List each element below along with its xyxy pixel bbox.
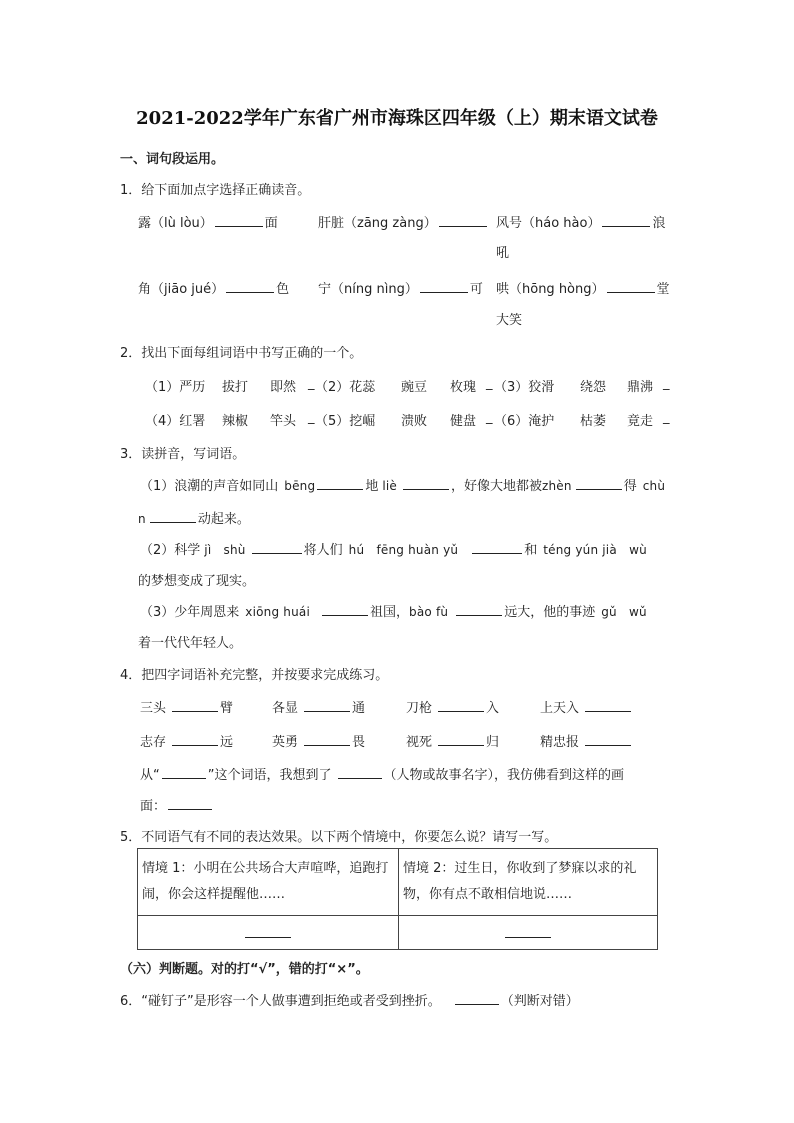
- q4-text: 刀枪: [406, 701, 433, 716]
- q4-idiom: [540, 731, 633, 750]
- q6-text: （判断对错）: [500, 994, 579, 1009]
- q1-item: [138, 278, 289, 297]
- q4-text: 各显: [272, 701, 299, 716]
- answer-blank[interactable]: [304, 731, 350, 746]
- q3-pinyin: gǔ wǔ: [601, 605, 647, 619]
- q1-item-text: 角（jiāo jué）: [138, 282, 225, 297]
- q3-line-2: [138, 508, 250, 527]
- q4-text: 畏: [352, 735, 366, 750]
- q3-pinyin: n: [138, 512, 146, 526]
- answer-blank[interactable]: [322, 601, 368, 616]
- answer-blank[interactable]: _: [663, 376, 670, 391]
- answer-blank[interactable]: [585, 731, 631, 746]
- q4-idiom: [272, 697, 365, 716]
- q4-line-4: [140, 795, 214, 814]
- q1-item: [318, 212, 489, 231]
- answer-blank[interactable]: [245, 923, 291, 938]
- q3-line-6: 着一代代年轻人。: [138, 636, 243, 651]
- q3-text: 将人们: [303, 543, 343, 558]
- q4-text: 入: [486, 701, 500, 716]
- q4-text: 通: [352, 701, 366, 716]
- q4-text: 视死: [406, 735, 433, 750]
- q1-item-text: 浪: [652, 216, 666, 231]
- answer-blank[interactable]: [576, 475, 622, 490]
- q3-text: 地: [365, 479, 379, 494]
- q2-word: 溃败: [401, 414, 428, 429]
- q4-idiom: [140, 697, 233, 716]
- q3-stem: 3．读拼音，写词语。: [120, 447, 246, 462]
- q3-text: （2）科学: [140, 543, 201, 558]
- q4-text: （人物或故事名字），我仿佛看到这样的画: [383, 768, 625, 783]
- q3-text: 动起来。: [197, 512, 250, 527]
- q2-word: 枚瑰: [450, 380, 477, 395]
- q4-idiom: [406, 731, 499, 750]
- section-heading-1: 一、词句段运用。: [120, 152, 225, 167]
- answer-blank[interactable]: _: [663, 410, 670, 425]
- scenario-2-answer: [399, 916, 658, 950]
- q6-text: 6．“碰钉子”是形容一个人做事遭到拒绝或者受到挫折。: [120, 994, 441, 1009]
- q4-text: 面：: [140, 799, 167, 814]
- q3-text: （1）浪潮的声音如同山: [140, 479, 279, 494]
- q3-line-4: 的梦想变成了现实。: [138, 574, 256, 589]
- answer-blank[interactable]: [455, 990, 499, 1005]
- q2-word: 竿头: [270, 414, 297, 429]
- q4-text: 三头: [140, 701, 167, 716]
- q3-text: 远大，他的事迹: [504, 605, 596, 620]
- q4-line-3: [140, 764, 624, 783]
- q1-stem: 1．给下面加点字选择正确读音。: [120, 183, 311, 198]
- q1-item: [138, 212, 278, 231]
- answer-blank[interactable]: [172, 731, 218, 746]
- q2-word: 辣椒: [222, 414, 249, 429]
- q2-word: 枯萎: [580, 414, 607, 429]
- answer-blank[interactable]: [252, 539, 302, 554]
- q1-item: [318, 278, 483, 297]
- q1-item-text: 宁（níng nìng）: [318, 282, 418, 297]
- q1-item-text: 肝脏（zāng zàng）: [318, 216, 437, 231]
- answer-blank[interactable]: [607, 278, 655, 293]
- q2-word: （4）红署: [145, 414, 206, 429]
- q2-word: 健盘: [450, 414, 477, 429]
- q3-pinyin: bēng: [284, 479, 316, 493]
- q4-text: 归: [486, 735, 500, 750]
- answer-blank[interactable]: [420, 278, 468, 293]
- q1-item-text: 露（lù lòu）: [138, 216, 213, 231]
- q4-idiom: [140, 731, 233, 750]
- answer-blank[interactable]: [168, 795, 212, 810]
- q4-stem: 4．把四字词语补充完整，并按要求完成练习。: [120, 668, 389, 683]
- answer-blank[interactable]: [438, 731, 484, 746]
- q2-word: （3）狡滑: [494, 380, 555, 395]
- scenario-2-cell: 情境 2：过生日，你收到了梦寐以求的礼物，你有点不敢相信地说……: [399, 849, 658, 916]
- q2-word: 鼎沸: [627, 380, 654, 395]
- q1-item-text: 哄（hōng hòng）: [496, 282, 605, 297]
- answer-blank[interactable]: [403, 475, 449, 490]
- answer-blank[interactable]: [602, 212, 650, 227]
- q4-text: 精忠报: [540, 735, 580, 750]
- q4-text: 远: [220, 735, 234, 750]
- answer-blank[interactable]: _: [486, 410, 493, 425]
- answer-blank[interactable]: [172, 697, 218, 712]
- q3-text: （3）少年周恩来: [140, 605, 240, 620]
- q3-text: 得: [623, 479, 637, 494]
- q4-idiom: [540, 697, 633, 716]
- q3-pinyin: hú fēng huàn yǔ: [348, 543, 459, 557]
- q2-word: （5）挖崛: [315, 414, 376, 429]
- q6-line: [120, 990, 579, 1009]
- q3-pinyin: xiōng huái: [245, 605, 310, 619]
- answer-blank[interactable]: [438, 697, 484, 712]
- q3-pinyin: zhèn: [542, 479, 572, 493]
- q1-item-text: 风号（háo hào）: [496, 216, 601, 231]
- q2-word: 即然: [270, 380, 297, 395]
- section-heading-6: （六）判断题。对的打“√”，错的打“×”。: [120, 962, 369, 977]
- answer-blank[interactable]: [150, 508, 196, 523]
- q1-item-wrap: 吼: [496, 246, 510, 261]
- q4-text: 臂: [220, 701, 234, 716]
- q3-pinyin: chù: [642, 479, 666, 493]
- answer-blank[interactable]: [439, 212, 487, 227]
- answer-blank[interactable]: [215, 212, 263, 227]
- q2-word: 豌豆: [401, 380, 428, 395]
- answer-blank[interactable]: _: [308, 376, 315, 391]
- q4-idiom: [272, 731, 365, 750]
- q4-text: 从“: [140, 768, 160, 783]
- answer-blank[interactable]: [304, 697, 350, 712]
- answer-blank[interactable]: [456, 601, 502, 616]
- answer-blank[interactable]: [585, 697, 631, 712]
- answer-blank[interactable]: _: [308, 410, 315, 425]
- q3-text: 和: [524, 543, 538, 558]
- q1-item-text: 面: [264, 216, 278, 231]
- q1-item-text: 堂: [656, 282, 670, 297]
- q4-text: 上天入: [540, 701, 580, 716]
- q3-pinyin: téng yún jià wù: [543, 543, 647, 557]
- q1-item-text: 可: [469, 282, 483, 297]
- q3-line-5: [140, 601, 647, 620]
- q1-item: [496, 212, 665, 231]
- q3-line-3: [140, 539, 647, 558]
- page-title: 2021-2022学年广东省广州市海珠区四年级（上）期末语文试卷: [136, 108, 658, 129]
- answer-blank[interactable]: [505, 923, 551, 938]
- answer-blank[interactable]: _: [486, 376, 493, 391]
- q4-text: 英勇: [272, 735, 299, 750]
- answer-blank[interactable]: [162, 764, 206, 779]
- q5-table: [137, 848, 658, 950]
- q2-word: 拔打: [222, 380, 249, 395]
- q1-item: [496, 278, 670, 297]
- q2-stem: 2．找出下面每组词语中书写正确的一个。: [120, 346, 363, 361]
- answer-blank[interactable]: [226, 278, 274, 293]
- q4-text: ”这个词语，我想到了: [207, 768, 332, 783]
- q2-word: （2）花蕊: [315, 380, 376, 395]
- q2-word: （1）严历: [145, 380, 206, 395]
- q1-item-wrap: 大笑: [496, 313, 523, 328]
- q2-word: （6）淹护: [494, 414, 555, 429]
- q4-text: 志存: [140, 735, 167, 750]
- answer-blank[interactable]: [338, 764, 382, 779]
- q1-item-text: 色: [276, 282, 290, 297]
- q4-idiom: [406, 697, 499, 716]
- q3-pinyin: jì shù: [204, 543, 246, 557]
- scenario-1-cell: 情境 1：小明在公共场合大声喧哗，追跑打闹，你会这样提醒他……: [138, 849, 399, 916]
- q5-stem: 5．不同语气有不同的表达效果。以下两个情境中，你要怎么说？请写一写。: [120, 830, 558, 845]
- q3-line-1: [140, 475, 665, 494]
- q2-word: 绕怨: [580, 380, 607, 395]
- answer-blank[interactable]: [472, 539, 522, 554]
- q2-word: 竟走: [627, 414, 654, 429]
- answer-blank[interactable]: [317, 475, 363, 490]
- q3-pinyin: liè: [382, 479, 397, 493]
- q3-text: ，好像大地都被: [450, 479, 542, 494]
- q3-pinyin: bào fù: [409, 605, 449, 619]
- scenario-1-answer: [138, 916, 399, 950]
- q3-text: 祖国，: [370, 605, 410, 620]
